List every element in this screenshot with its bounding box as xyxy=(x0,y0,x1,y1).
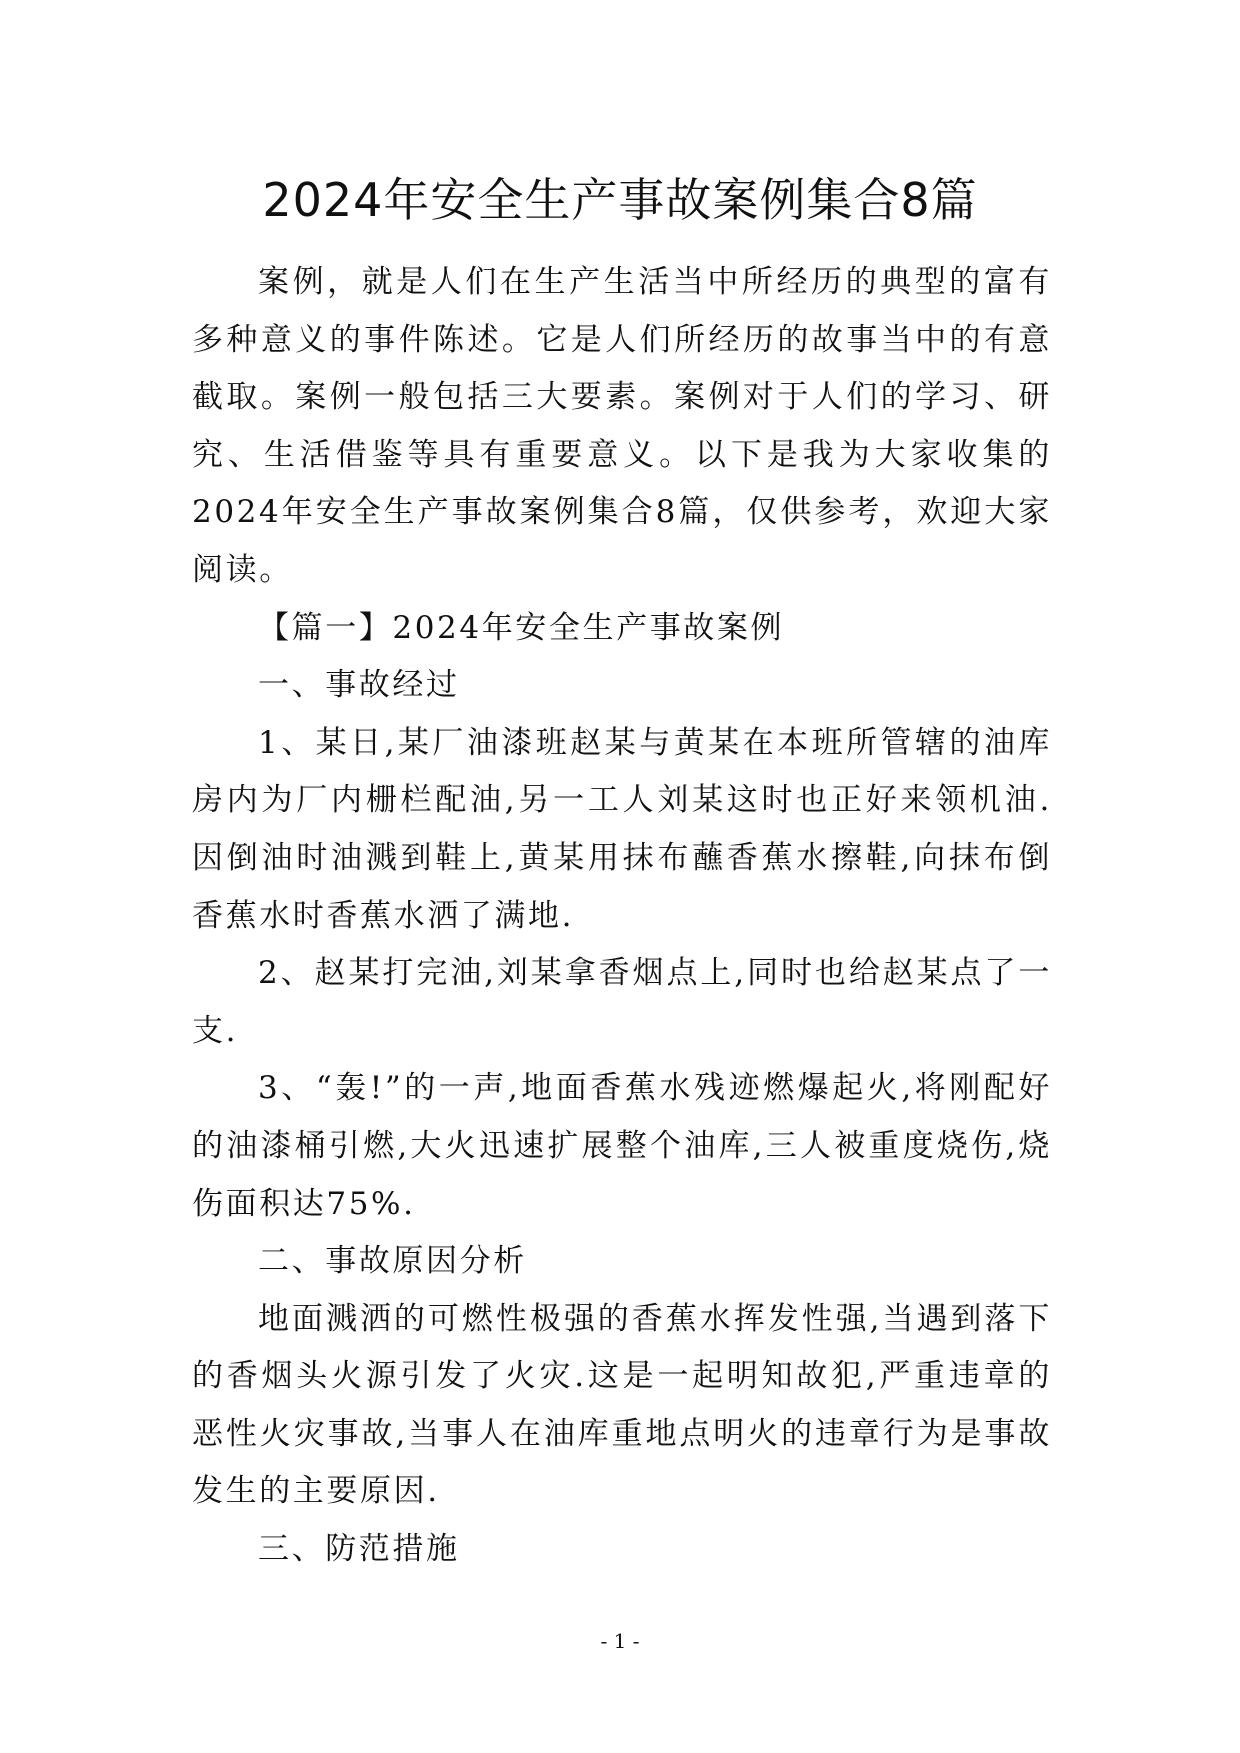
section-heading-part-one: 【篇一】2024年安全生产事故案例 xyxy=(258,609,785,646)
paragraph-step-1: 1、某日,某厂油漆班赵某与黄某在本班所管辖的油库房内为厂内栅栏配油,另一工人刘某这时也正好来领机油.因倒油时油溅到鞋上,黄某用抹布蘸香蕉水擦鞋,向抹布倒香蕉水时香蕉水洒了满地. xyxy=(192,724,1052,934)
document-body xyxy=(192,254,1052,1579)
page-number: - 1 - xyxy=(600,1629,640,1653)
paragraph-step-3: 3、“轰!”的一声,地面香蕉水残迹燃爆起火,将刚配好的油漆桶引燃,大火迅速扩展整个油库,三人被重度烧伤,烧伤面积达75%. xyxy=(192,1070,1052,1222)
heading-accident-process: 一、事故经过 xyxy=(258,667,460,704)
intro-paragraph: 案例，就是人们在生产生活当中所经历的典型的富有多种意义的事件陈述。它是人们所经历的故事当中的有意截取。案例一般包括三大要素。案例对于人们的学习、研究、生活借鉴等具有重要意义。以下是我为大家收集的2024年安全生产事故案例集合8篇，仅供参考，欢迎大家阅读。 xyxy=(192,264,1052,588)
heading-prevention-measures: 三、防范措施 xyxy=(258,1531,460,1568)
paragraph-step-2: 2、赵某打完油,刘某拿香烟点上,同时也给赵某点了一支. xyxy=(192,955,1052,1049)
document-title: 2024年安全生产事故案例集合8篇 xyxy=(262,173,978,227)
paragraph-cause: 地面溅洒的可燃性极强的香蕉水挥发性强,当遇到落下的香烟头火源引发了火灾.这是一起明知故犯,严重违章的恶性火灾事故,当事人在油库重地点明火的违章行为是事故发生的主要原因. xyxy=(192,1300,1052,1510)
heading-cause-analysis: 二、事故原因分析 xyxy=(258,1243,527,1280)
